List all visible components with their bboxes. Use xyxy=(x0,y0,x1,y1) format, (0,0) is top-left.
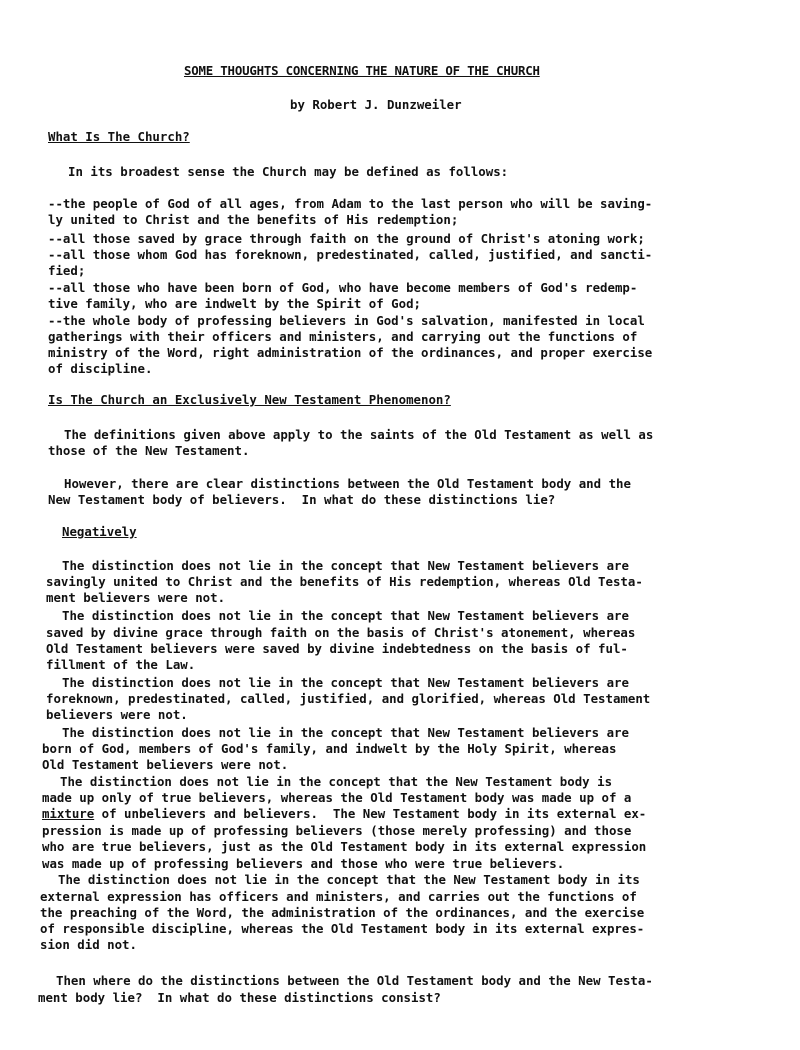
definition-line: --all those saved by grace through faith on the ground of Christ's atoning work; xyxy=(48,231,645,246)
paragraph-line: The distinction does not lie in the concept that New Testament believers are xyxy=(62,608,629,623)
paragraph-line: the preaching of the Word, the administration of the ordinances, and the exercise xyxy=(40,905,645,920)
definition-line: ly united to Christ and the benefits of His redemption; xyxy=(48,212,459,227)
paragraph-line: ment believers were not. xyxy=(46,590,226,605)
definition-line: --the people of God of all ages, from Adam to the last person who will be saving- xyxy=(48,196,653,211)
definition-line: ministry of the Word, right administration of the ordinances, and proper exercise xyxy=(48,345,653,360)
paragraph-line: sion did not. xyxy=(40,937,137,952)
paragraph-line: Old Testament believers were not. xyxy=(42,757,289,772)
closing-line: Then where do the distinctions between the Old Testament body and the New Testa- xyxy=(56,973,653,988)
definition-line: --all those who have been born of God, who have become members of God's redemp- xyxy=(48,280,638,295)
paragraph-line: The definitions given above apply to the saints of the Old Testament as well as xyxy=(64,427,654,442)
paragraph-line: of responsible discipline, whereas the Old Testament body in its external expres- xyxy=(40,921,645,936)
closing-line: ment body lie? In what do these distinctions consist? xyxy=(38,990,441,1005)
paragraph-line: The distinction does not lie in the concept that New Testament believers are xyxy=(62,725,629,740)
paragraph-line: The distinction does not lie in the concept that New Testament believers are xyxy=(62,558,629,573)
definition-line: --the whole body of professing believers in God's salvation, manifested in local xyxy=(48,313,645,328)
paragraph-line xyxy=(42,807,646,821)
paragraph-line: The distinction does not lie in the concept that New Testament believers are xyxy=(62,675,629,690)
emphasized-word: mixture xyxy=(42,806,95,821)
paragraph-text: of unbelievers and believers. The New Testament body in its external ex- xyxy=(94,806,647,821)
paragraph-line: believers were not. xyxy=(46,707,188,722)
paragraph-line: made up only of true believers, whereas the Old Testament body was made up of a xyxy=(42,790,632,805)
definition-line: --all those whom God has foreknown, predestinated, called, justified, and sancti- xyxy=(48,247,653,262)
paragraph-line: foreknown, predestinated, called, justified, and glorified, whereas Old Testament xyxy=(46,691,651,706)
paragraph-line: Old Testament believers were saved by divine indebtedness on the basis of ful- xyxy=(46,641,628,656)
paragraph-line: saved by divine grace through faith on the basis of Christ's atonement, whereas xyxy=(46,625,636,640)
paragraph-line: those of the New Testament. xyxy=(48,443,250,458)
intro-line: In its broadest sense the Church may be defined as follows: xyxy=(68,164,509,179)
paragraph-line: However, there are clear distinctions between the Old Testament body and the xyxy=(64,476,631,491)
paragraph-line: who are true believers, just as the Old Testament body in its external expression xyxy=(42,839,647,854)
paragraph-line: born of God, members of God's family, and indwelt by the Holy Spirit, whereas xyxy=(42,741,617,756)
paragraph-line: savingly united to Christ and the benefits of His redemption, whereas Old Testa- xyxy=(46,574,643,589)
paragraph-line: fillment of the Law. xyxy=(46,657,196,672)
section-heading-exclusively-nt: Is The Church an Exclusively New Testament Phenomenon? xyxy=(48,392,451,407)
definition-line: tive family, who are indwelt by the Spirit of God; xyxy=(48,296,421,311)
paragraph-line: The distinction does not lie in the concept that the New Testament body is xyxy=(60,774,613,789)
paragraph-line: was made up of professing believers and those who were true believers. xyxy=(42,856,565,871)
paragraph-line: external expression has officers and ministers, and carries out the functions of xyxy=(40,889,637,904)
subheading-negatively: Negatively xyxy=(62,524,137,539)
definition-line: fied; xyxy=(48,263,86,278)
definition-line: gatherings with their officers and ministers, and carrying out the functions of xyxy=(48,329,638,344)
document-byline: by Robert J. Dunzweiler xyxy=(290,97,462,112)
paragraph-line: The distinction does not lie in the concept that the New Testament body in its xyxy=(58,872,640,887)
paragraph-line: New Testament body of believers. In what do these distinctions lie? xyxy=(48,492,556,507)
section-heading-what-is-the-church: What Is The Church? xyxy=(48,129,190,144)
definition-line: of discipline. xyxy=(48,361,153,376)
document-title: SOME THOUGHTS CONCERNING THE NATURE OF THE CHURCH xyxy=(184,63,540,78)
paragraph-line: pression is made up of professing believers (those merely professing) and those xyxy=(42,823,632,838)
